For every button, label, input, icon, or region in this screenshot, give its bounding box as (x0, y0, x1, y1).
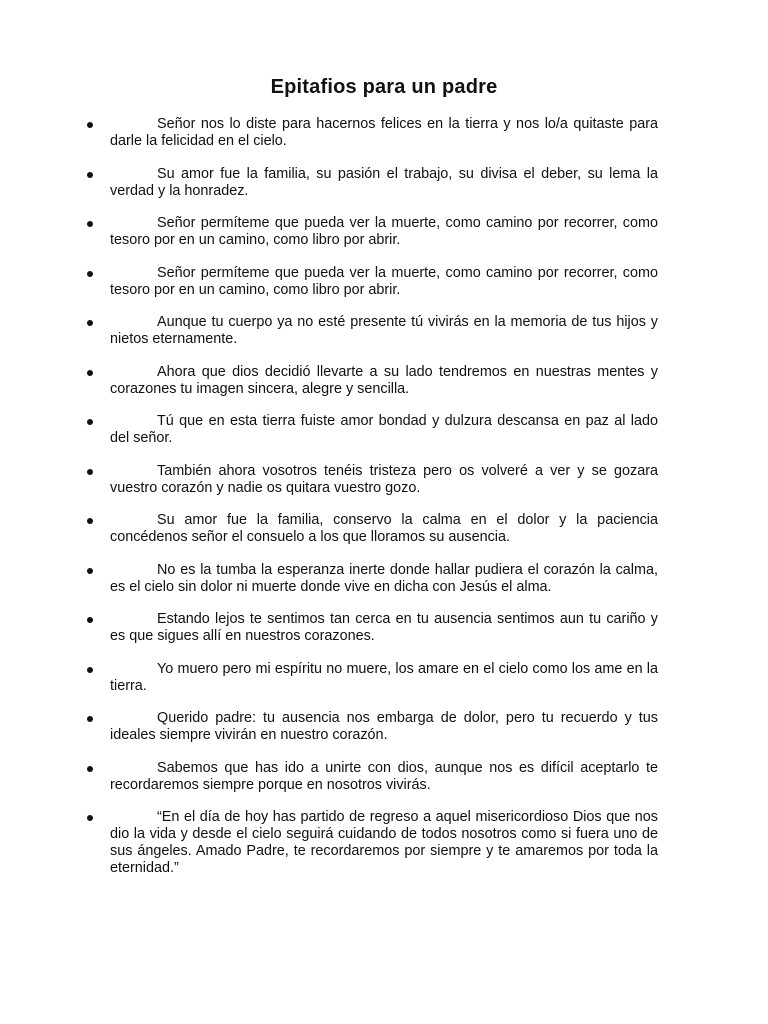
list-item-text: También ahora vosotros tenéis tristeza pero os volveré a ver y se gozara vuestro corazón y nadie os quitara vuestro gozo. (110, 462, 658, 496)
list-item (0, 116, 768, 150)
bullet-icon (87, 320, 93, 326)
bullet-icon (87, 122, 93, 128)
list-item-text: No es la tumba la esperanza inerte donde hallar pudiera el corazón la calma, es el cielo sin dolor ni muerte donde vive en dicha con Jesús el alma. (110, 561, 658, 595)
list-item-text: Querido padre: tu ausencia nos embarga de dolor, pero tu recuerdo y tus ideales siempre vivirán en nuestro corazón. (110, 710, 658, 743)
list-item (0, 166, 768, 200)
bullet-icon (87, 568, 93, 574)
list-item-text: Su amor fue la familia, conservo la calma en el dolor y la paciencia concédenos señor el consuelo a los que lloramos su ausencia. (110, 512, 658, 545)
list-item-text: “En el día de hoy has partido de regreso a aquel misericordioso Dios que nos dio la vida y desde el cielo seguirá cuidando de todos nosotros como si fuera uno de sus ángeles. Amado Padre, te recordaremos por siempre y te amaremos por toda la eternidad.” (110, 809, 658, 876)
list-item-text: Estando lejos te sentimos tan cerca en tu ausencia sentimos aun tu cariño y es que sigues allí en nuestros corazones. (110, 611, 658, 644)
list-item (0, 760, 768, 794)
list-item (0, 265, 768, 299)
bullet-icon (87, 766, 93, 772)
list-item-text: Tú que en esta tierra fuiste amor bondad y dulzura descansa en paz al lado del señor. (110, 413, 658, 446)
list-item (0, 463, 768, 497)
bullet-icon (87, 469, 93, 475)
list-item (0, 413, 768, 447)
list-item-text: Aunque tu cuerpo ya no esté presente tú vivirás en la memoria de tus hijos y nietos eternamente. (110, 314, 658, 347)
bullet-icon (87, 370, 93, 376)
bullet-icon (87, 271, 93, 277)
list-item (0, 809, 768, 877)
bullet-icon (87, 518, 93, 524)
list-item (0, 611, 768, 645)
bullet-icon (87, 617, 93, 623)
bullet-icon (87, 716, 93, 722)
bullet-icon (87, 221, 93, 227)
epitaph-list (0, 116, 768, 893)
list-item (0, 710, 768, 744)
list-item-text: Señor permíteme que pueda ver la muerte, como camino por recorrer, como tesoro por en un camino, como libro por abrir. (110, 215, 658, 248)
list-item (0, 562, 768, 596)
list-item-text: Señor permíteme que pueda ver la muerte, como camino por recorrer, como tesoro por en un camino, como libro por abrir. (110, 264, 658, 298)
list-item (0, 512, 768, 546)
document-title: Epitafios para un padre (270, 76, 498, 98)
list-item-text: Yo muero pero mi espíritu no muere, los amare en el cielo como los ame en la tierra. (110, 660, 658, 694)
bullet-icon (87, 419, 93, 425)
bullet-icon (87, 172, 93, 178)
list-item (0, 215, 768, 249)
bullet-icon (87, 667, 93, 673)
list-item (0, 661, 768, 695)
list-item-text: Su amor fue la familia, su pasión el trabajo, su divisa el deber, su lema la verdad y la honradez. (110, 165, 658, 199)
bullet-icon (87, 815, 93, 821)
list-item-text: Ahora que dios decidió llevarte a su lado tendremos en nuestras mentes y corazones tu imagen sincera, alegre y sencilla. (110, 363, 658, 397)
list-item (0, 314, 768, 348)
list-item (0, 364, 768, 398)
list-item-text: Señor nos lo diste para hacernos felices en la tierra y nos lo/a quitaste para darle la felicidad en el cielo. (110, 116, 658, 149)
list-item-text: Sabemos que has ido a unirte con dios, aunque nos es difícil aceptarlo te recordaremos siempre porque en nosotros vivirás. (110, 759, 658, 793)
